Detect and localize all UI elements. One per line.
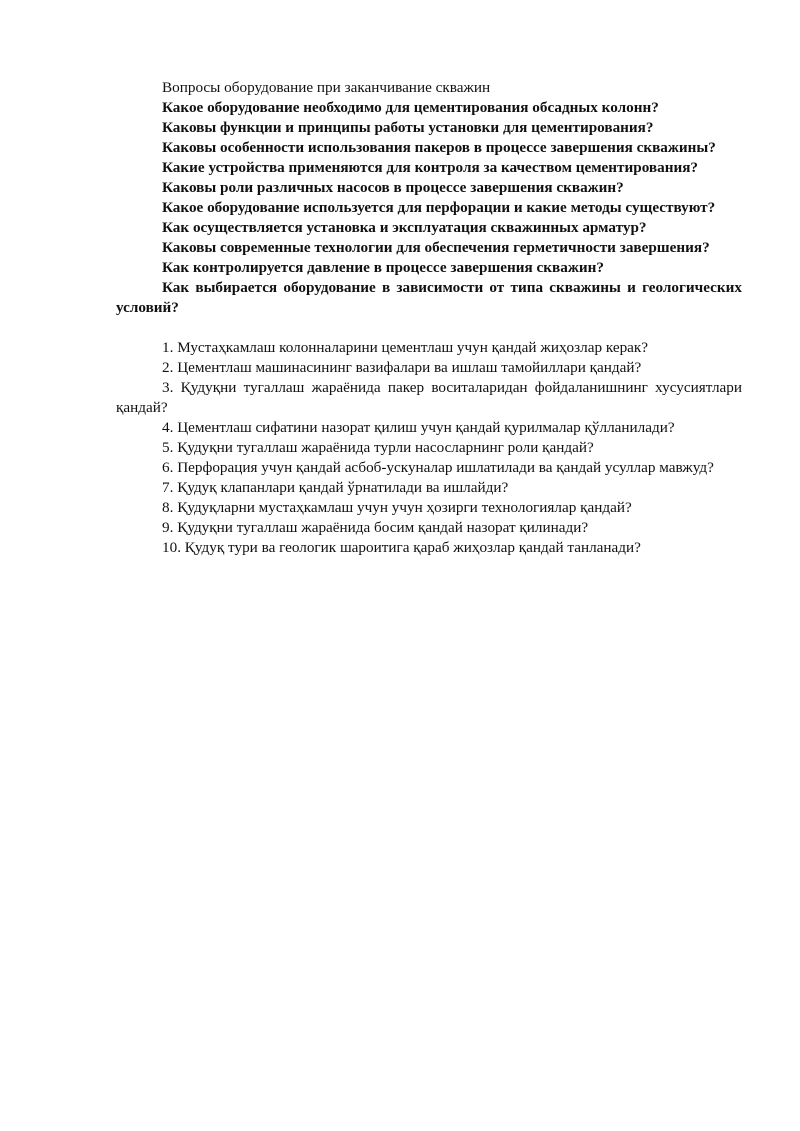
- uzbek-question-5: 5. Қудуқни тугаллаш жараёнида турли насосларнинг роли қандай?: [162, 439, 594, 456]
- russian-question-8: Каковы современные технологии для обеспечения герметичности завершения?: [162, 239, 710, 256]
- uzbek-question-9: 9. Қудуқни тугаллаш жараёнида босим қандай назорат қилинади?: [162, 519, 589, 536]
- document-page: [116, 78, 742, 558]
- uzbek-question-2: 2. Цементлаш машинасининг вазифалари ва ишлаш тамойиллари қандай?: [162, 359, 642, 376]
- uzbek-question-3: 3. Қудуқни тугаллаш жараёнида пакер воситаларидан фойдаланишнинг хусусиятлари қандай?: [116, 379, 742, 416]
- russian-question-10: Как выбирается оборудование в зависимости от типа скважины и геологических условий?: [116, 279, 742, 316]
- document-title: Вопросы оборудование при заканчивание скважин: [162, 79, 491, 96]
- russian-question-3: Каковы особенности использования пакеров в процессе завершения скважины?: [162, 139, 716, 156]
- uzbek-question-6: 6. Перфорация учун қандай асбоб-ускуналар ишлатилади ва қандай усуллар мавжуд?: [162, 459, 714, 476]
- russian-question-5: Каковы роли различных насосов в процессе завершения скважин?: [162, 179, 624, 196]
- russian-question-4: Какие устройства применяются для контроля за качеством цементирования?: [162, 159, 699, 176]
- russian-question-6: Какое оборудование используется для перфорации и какие методы существуют?: [162, 199, 716, 216]
- russian-question-7: Как осуществляется установка и эксплуатация скважинных арматур?: [162, 219, 647, 236]
- section-spacer: [116, 318, 742, 338]
- uzbek-question-4: 4. Цементлаш сифатини назорат қилиш учун қандай қурилмалар қўлланилади?: [162, 419, 675, 436]
- russian-question-list: [116, 98, 742, 318]
- uzbek-question-1: 1. Мустаҳкамлаш колонналарини цементлаш учун қандай жиҳозлар керак?: [162, 339, 649, 356]
- russian-question-2: Каковы функции и принципы работы установки для цементирования?: [162, 119, 654, 136]
- russian-question-1: Какое оборудование необходимо для цементирования обсадных колонн?: [162, 99, 659, 116]
- uzbek-question-list: [116, 338, 742, 558]
- uzbek-question-10: 10. Қудуқ тури ва геологик шароитига қараб жиҳозлар қандай танланади?: [162, 539, 641, 556]
- uzbek-question-7: 7. Қудуқ клапанлари қандай ўрнатилади ва ишлайди?: [162, 479, 509, 496]
- russian-question-9: Как контролируется давление в процессе завершения скважин?: [162, 259, 604, 276]
- uzbek-question-8: 8. Қудуқларни мустаҳкамлаш учун учун ҳозирги технологиялар қандай?: [162, 499, 632, 516]
